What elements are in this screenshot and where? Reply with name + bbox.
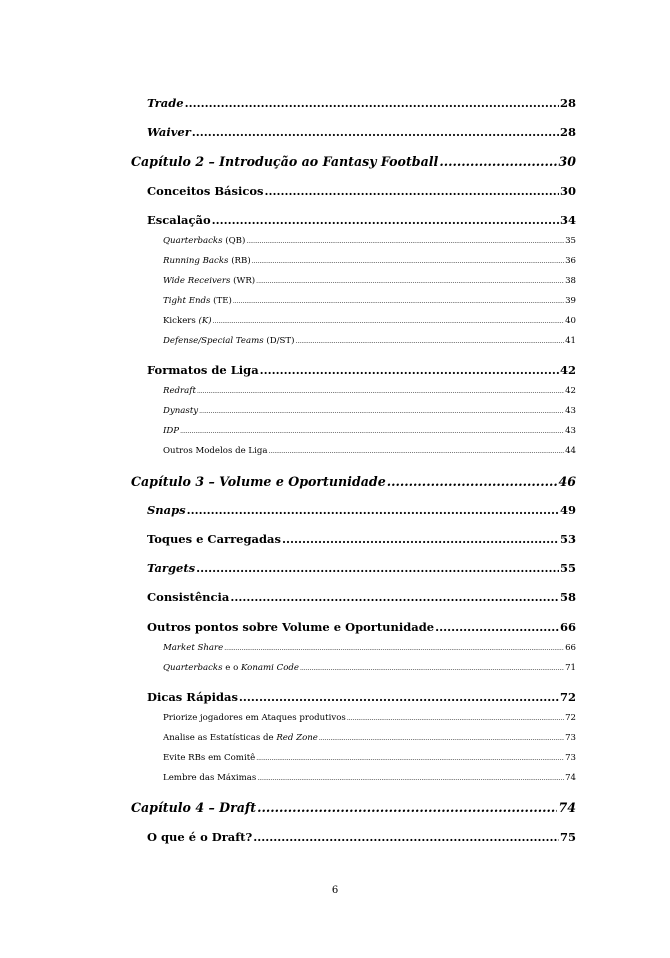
toc-entry[interactable] xyxy=(163,773,576,783)
toc-entry-title-part: IDP xyxy=(163,426,180,436)
toc-leader-dots xyxy=(239,690,559,704)
toc-entry-title xyxy=(163,336,294,346)
toc-entry[interactable] xyxy=(163,276,576,286)
toc-entry-title-part: Priorize jogadores em Ataques produtivos xyxy=(163,713,346,723)
toc-entry[interactable] xyxy=(163,643,576,653)
toc-entry-title-part: Analise as Estatísticas de xyxy=(163,733,277,743)
toc-entry-page: 43 xyxy=(565,406,576,416)
toc-entry[interactable] xyxy=(147,620,576,634)
toc-entry-title-part: Escalação xyxy=(147,213,211,227)
toc-leader-dots xyxy=(246,238,564,245)
toc-entry[interactable] xyxy=(163,316,576,326)
toc-entry-title xyxy=(163,753,255,763)
toc-leader-dots xyxy=(256,755,564,762)
toc-entry-page: 30 xyxy=(558,154,576,169)
toc-entry-title-part: Konami Code xyxy=(240,663,299,673)
toc-leader-dots xyxy=(387,474,558,489)
toc-entry-title xyxy=(163,426,179,436)
toc-leader-dots xyxy=(257,775,564,782)
toc-entry[interactable] xyxy=(163,733,576,743)
toc-entry-title-part: O que é o Draft? xyxy=(147,830,253,844)
toc-leader-dots xyxy=(187,503,559,517)
toc-entry-page: 55 xyxy=(559,561,576,575)
toc-entry[interactable] xyxy=(131,154,576,169)
toc-entry-title-part: Trade xyxy=(147,96,184,110)
toc-entry-title-part: Conceitos Básicos xyxy=(147,184,264,198)
toc-entry[interactable] xyxy=(163,386,576,396)
toc-entry-page: 58 xyxy=(559,590,576,604)
toc-entry-title-part: (QB) xyxy=(222,236,246,246)
toc-entry[interactable] xyxy=(147,830,576,844)
toc-entry-page: 66 xyxy=(565,643,576,653)
toc-entry-page: 34 xyxy=(559,213,576,227)
toc-entry-page: 36 xyxy=(565,256,576,266)
toc-entry-title-part: Wide Receivers xyxy=(163,276,231,286)
toc-entry-page: 42 xyxy=(559,363,576,377)
toc-entry[interactable] xyxy=(147,590,576,604)
toc-entry-title xyxy=(147,96,184,110)
toc-entry-title-part: Consistência xyxy=(147,590,230,604)
toc-entry[interactable] xyxy=(163,663,576,673)
toc-entry-page: 46 xyxy=(558,474,576,489)
toc-entry-title xyxy=(163,643,223,653)
toc-entry-title xyxy=(147,830,252,844)
toc-entry-title xyxy=(147,620,434,634)
toc-entry[interactable] xyxy=(163,336,576,346)
toc-entry-title-part: (RB) xyxy=(228,256,251,266)
toc-entry-title-part: Quarterbacks xyxy=(163,236,223,246)
toc-leader-dots xyxy=(252,258,564,265)
toc-entry-title xyxy=(163,296,232,306)
toc-entry-title-part: Targets xyxy=(147,561,196,575)
toc-entry-title xyxy=(147,561,195,575)
toc-entry-title xyxy=(131,474,386,489)
toc-entry-title-part: Capítulo 2 – Introdução ao Fantasy Football xyxy=(131,154,439,169)
toc-entry-title xyxy=(147,532,281,546)
toc-entry[interactable] xyxy=(147,125,576,139)
toc-entry-page: 73 xyxy=(565,753,576,763)
toc-leader-dots xyxy=(192,125,559,139)
toc-leader-dots xyxy=(230,590,559,604)
toc-leader-dots xyxy=(185,96,559,110)
toc-entry-page: 38 xyxy=(565,276,576,286)
toc-leader-dots xyxy=(257,800,557,815)
toc-entry-page: 49 xyxy=(559,503,576,517)
toc-leader-dots xyxy=(265,184,559,198)
toc-leader-dots xyxy=(347,715,564,722)
toc-entry-page: 72 xyxy=(559,690,576,704)
toc-leader-dots xyxy=(180,428,564,435)
toc-entry-title xyxy=(163,316,212,326)
toc-entry-title-part: (WR) xyxy=(230,276,256,286)
toc-entry[interactable] xyxy=(163,713,576,723)
toc-entry-title xyxy=(163,773,256,783)
toc-entry-page: 66 xyxy=(559,620,576,634)
toc-entry-title-part: Dicas Rápidas xyxy=(147,690,238,704)
toc-entry-page: 39 xyxy=(565,296,576,306)
toc-entry-title-part: Waiver xyxy=(147,125,191,139)
toc-entry-title xyxy=(131,154,438,169)
toc-entry-title xyxy=(163,276,255,286)
toc-entry[interactable] xyxy=(163,753,576,763)
toc-entry-page: 28 xyxy=(559,96,576,110)
toc-leader-dots xyxy=(260,363,559,377)
toc-entry-title-part: Capítulo 4 – Draft xyxy=(131,800,257,815)
toc-entry-title-part: (K) xyxy=(198,316,212,326)
toc-leader-dots xyxy=(199,408,564,415)
toc-entry-page: 75 xyxy=(559,830,576,844)
toc-entry[interactable] xyxy=(147,184,576,198)
toc-entry-title-part: Formatos de Liga xyxy=(147,363,259,377)
toc-entry-title-part: Outros Modelos de Liga xyxy=(163,446,268,456)
toc-entry-page: 43 xyxy=(565,426,576,436)
toc-entry[interactable] xyxy=(147,561,576,575)
toc-entry-page: 30 xyxy=(559,184,576,198)
toc-entry-title xyxy=(147,125,191,139)
toc-entry-title-part: Outros pontos sobre Volume e Oportunidade xyxy=(147,620,435,634)
toc-leader-dots xyxy=(233,298,564,305)
toc-entry-page: 74 xyxy=(565,773,576,783)
toc-entry-title-part: (TE) xyxy=(210,296,232,306)
toc-entry-title-part: (D/ST) xyxy=(263,336,295,346)
toc-entry-title xyxy=(147,363,259,377)
toc-leader-dots xyxy=(196,561,559,575)
toc-entry-title-part: Evite RBs em Comitê xyxy=(163,753,256,763)
toc-entry-title-part: Redraft xyxy=(163,386,196,396)
toc-leader-dots xyxy=(256,278,564,285)
toc-entry[interactable] xyxy=(147,532,576,546)
toc-entry[interactable] xyxy=(163,406,576,416)
toc-entry-page: 35 xyxy=(565,236,576,246)
toc-leader-dots xyxy=(439,154,557,169)
toc-entry-title-part: Snaps xyxy=(147,503,186,517)
toc-entry-title-part: Toques e Carregadas xyxy=(147,532,281,546)
toc-entry-page: 53 xyxy=(559,532,576,546)
toc-entry-page: 41 xyxy=(565,336,576,346)
toc-entry-title xyxy=(147,213,211,227)
toc-entry[interactable] xyxy=(163,256,576,266)
toc-entry-title-part: Dynasty xyxy=(163,406,199,416)
toc-entry-title xyxy=(163,386,196,396)
toc-leader-dots xyxy=(435,620,559,634)
toc-entry-title xyxy=(163,733,318,743)
toc-entry-title xyxy=(147,690,238,704)
toc-leader-dots xyxy=(224,645,564,652)
toc-leader-dots xyxy=(213,318,564,325)
toc-leader-dots xyxy=(197,388,564,395)
toc-entry-title-part: Market Share xyxy=(163,643,224,653)
toc-entry-page: 40 xyxy=(565,316,576,326)
toc-entry-title-part: Quarterbacks xyxy=(163,663,223,673)
toc-entry-title xyxy=(147,503,186,517)
toc-entry-title xyxy=(163,713,346,723)
toc-entry[interactable] xyxy=(147,213,576,227)
toc-entry-title xyxy=(163,406,198,416)
toc-entry[interactable] xyxy=(147,96,576,110)
toc-entry[interactable] xyxy=(163,426,576,436)
toc-entry[interactable] xyxy=(131,474,576,489)
toc-entry-title xyxy=(163,256,251,266)
toc-entry[interactable] xyxy=(147,690,576,704)
toc-entry-page: 28 xyxy=(559,125,576,139)
toc-entry-title xyxy=(131,800,256,815)
toc-leader-dots xyxy=(295,338,564,345)
toc-leader-dots xyxy=(268,448,564,455)
toc-entry-title-part: Red Zone xyxy=(276,733,318,743)
toc-entry-title xyxy=(163,236,245,246)
toc-leader-dots xyxy=(212,213,559,227)
toc-entry-page: 72 xyxy=(565,713,576,723)
toc-entry-title xyxy=(163,446,267,456)
toc-entry-title-part: Capítulo 3 – Volume e Oportunidade xyxy=(131,474,386,489)
toc-leader-dots xyxy=(253,830,559,844)
toc-entry-page: 74 xyxy=(558,800,576,815)
toc-entry-title xyxy=(163,663,299,673)
toc-leader-dots xyxy=(282,532,559,546)
toc-entry[interactable] xyxy=(163,236,576,246)
toc-entry-title-part: Defense/Special Teams xyxy=(163,336,264,346)
toc-entry-page: 42 xyxy=(565,386,576,396)
toc-leader-dots xyxy=(319,735,564,742)
toc-entry-title-part: e o xyxy=(222,663,241,673)
toc-entry-page: 44 xyxy=(565,446,576,456)
toc-entry-page: 73 xyxy=(565,733,576,743)
toc-entry-page: 71 xyxy=(565,663,576,673)
toc-entry-title-part: Running Backs xyxy=(163,256,229,266)
page-number: 6 xyxy=(331,885,339,896)
toc-entry[interactable] xyxy=(147,363,576,377)
toc-entry[interactable] xyxy=(163,446,576,456)
toc-entry-title xyxy=(147,184,264,198)
toc-entry-title-part: Tight Ends xyxy=(163,296,211,306)
toc-entry-title xyxy=(147,590,229,604)
toc-leader-dots xyxy=(300,665,564,672)
toc-entry-title-part: Lembre das Máximas xyxy=(163,773,257,783)
toc-entry[interactable] xyxy=(147,503,576,517)
toc-entry[interactable] xyxy=(131,800,576,815)
toc-entry[interactable] xyxy=(163,296,576,306)
toc-entry-title-part: Kickers xyxy=(163,316,199,326)
